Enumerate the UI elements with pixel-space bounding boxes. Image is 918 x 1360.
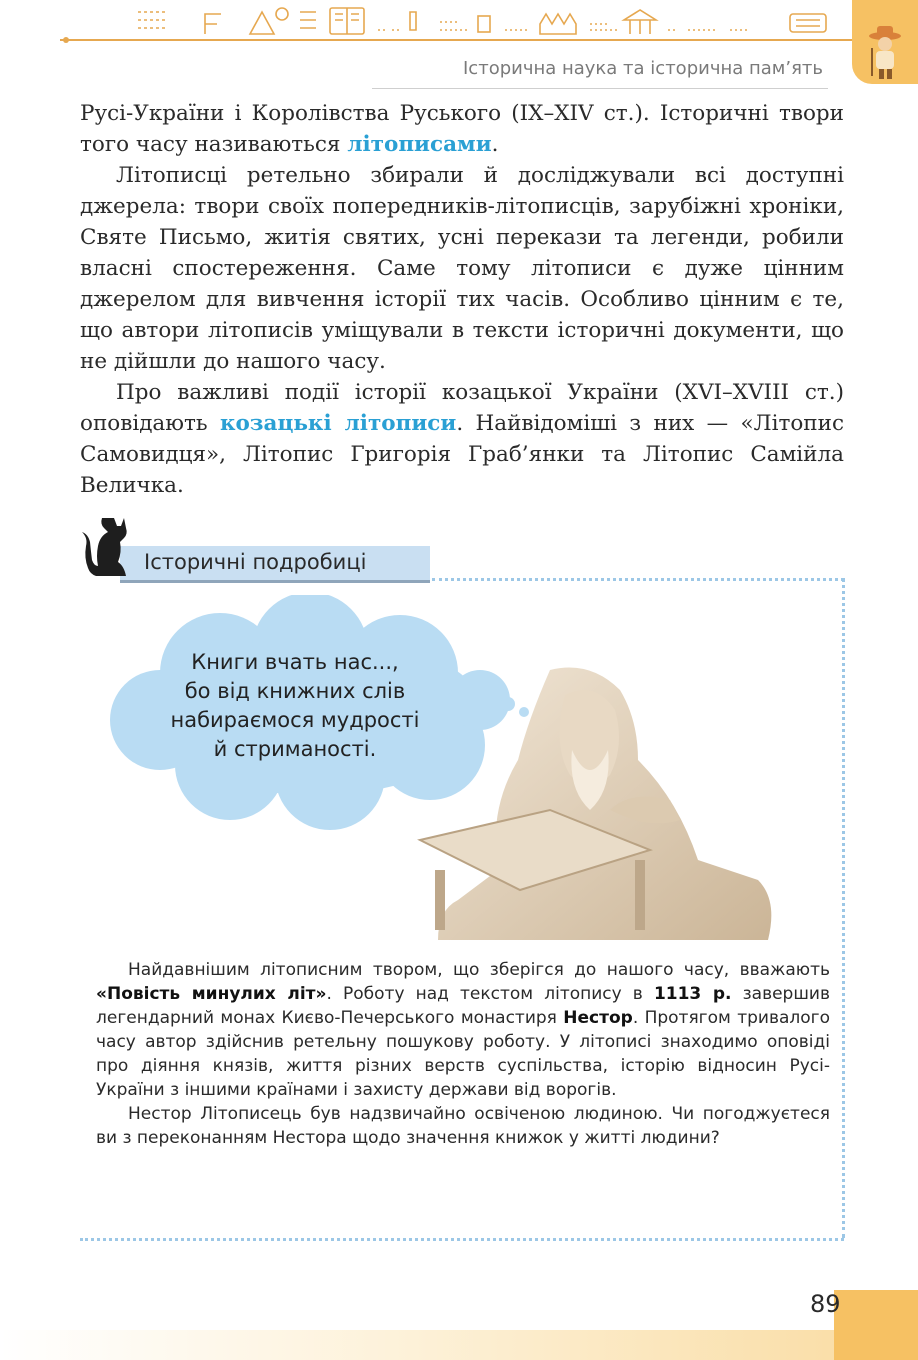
term-highlight: літописами — [347, 132, 492, 157]
page-tab — [834, 1290, 918, 1360]
history-ornament-band — [0, 0, 918, 48]
dotted-border-top — [432, 578, 844, 581]
quote-line: Книги вчать нас..., — [191, 650, 399, 674]
cat-silhouette-icon — [78, 514, 134, 580]
page-number: 89 — [810, 1290, 841, 1318]
text-run: . Найвідоміші з них — «Літопис Самовидця», Літопис Григорія Граб’янки та Літопис Самійла Величка. — [80, 411, 844, 498]
bold-term: 1113 р. — [653, 984, 732, 1004]
details-text — [96, 958, 830, 1150]
text-run: . Протягом тривалого часу автор здійснив ретельну пошукову роботу. У літописі знаходимо оповіді про діяння князів, життя різних верств суспільства, історію відносин Русі-України з іншими країнами і захисту держави від ворогів. — [96, 1008, 830, 1100]
paragraph: Літописці ретельно збирали й досліджували всі доступні джерела: твори своїх попередників-літописців, зарубіжні хроніки, Святе Письмо, житія святих, усні перекази та легенди, робили власні спостереження. Саме тому літописи є дуже цінним джерелом для вивчення історії тих часів. Особливо цінним є те, що автори літописів уміщували в тексти історичні документи, що не дійшли до нашого часу. — [80, 163, 844, 374]
dotted-border-right — [842, 578, 845, 1238]
quote-text — [150, 648, 440, 764]
paragraph: Нестор Літописець був надзвичайно освіченою людиною. Чи погоджуєтеся ви з переконанням Нестора щодо значення книжок у житті людини? — [96, 1104, 830, 1148]
text-run: . Роботу над текстом літопису в — [326, 984, 654, 1004]
text-run: завершив легендарний монах Києво-Печерського монастиря — [96, 984, 830, 1028]
quote-line: бо від книжних слів — [184, 679, 406, 703]
corner-tab — [852, 0, 918, 84]
nestor-statue-image — [400, 660, 820, 940]
dotted-border-bottom — [80, 1238, 844, 1241]
main-text — [80, 98, 844, 501]
footer-band — [0, 1330, 918, 1360]
paragraph — [96, 958, 830, 1102]
bold-term: «Повість минулих літ» — [96, 984, 327, 1004]
paragraph — [80, 377, 844, 501]
text-run: . — [491, 132, 499, 157]
running-header: Історична наука та історична пам’ять — [463, 58, 823, 79]
paragraph — [80, 98, 844, 160]
text-run: Найдавнішим літописним твором, що зберігся до нашого часу, вважають — [128, 960, 830, 980]
bold-term: Нестор — [563, 1008, 633, 1028]
explorer-icon — [852, 0, 918, 84]
details-label — [120, 546, 430, 583]
quote-line: й стриманості. — [213, 737, 377, 761]
header-divider — [372, 88, 828, 89]
quote-line: набираємося мудрості — [170, 708, 420, 732]
text-run: Русі-України і Королівства Руського (IX–XIV ст.). Історичні твори того часу називаються — [80, 101, 844, 157]
details-label-text: Історичні подробиці — [144, 550, 367, 574]
text-run: Про важливі події історії козацької України (XVI–XVIII ст.) оповідають — [80, 380, 844, 436]
term-highlight: козацькі літописи — [219, 411, 457, 436]
